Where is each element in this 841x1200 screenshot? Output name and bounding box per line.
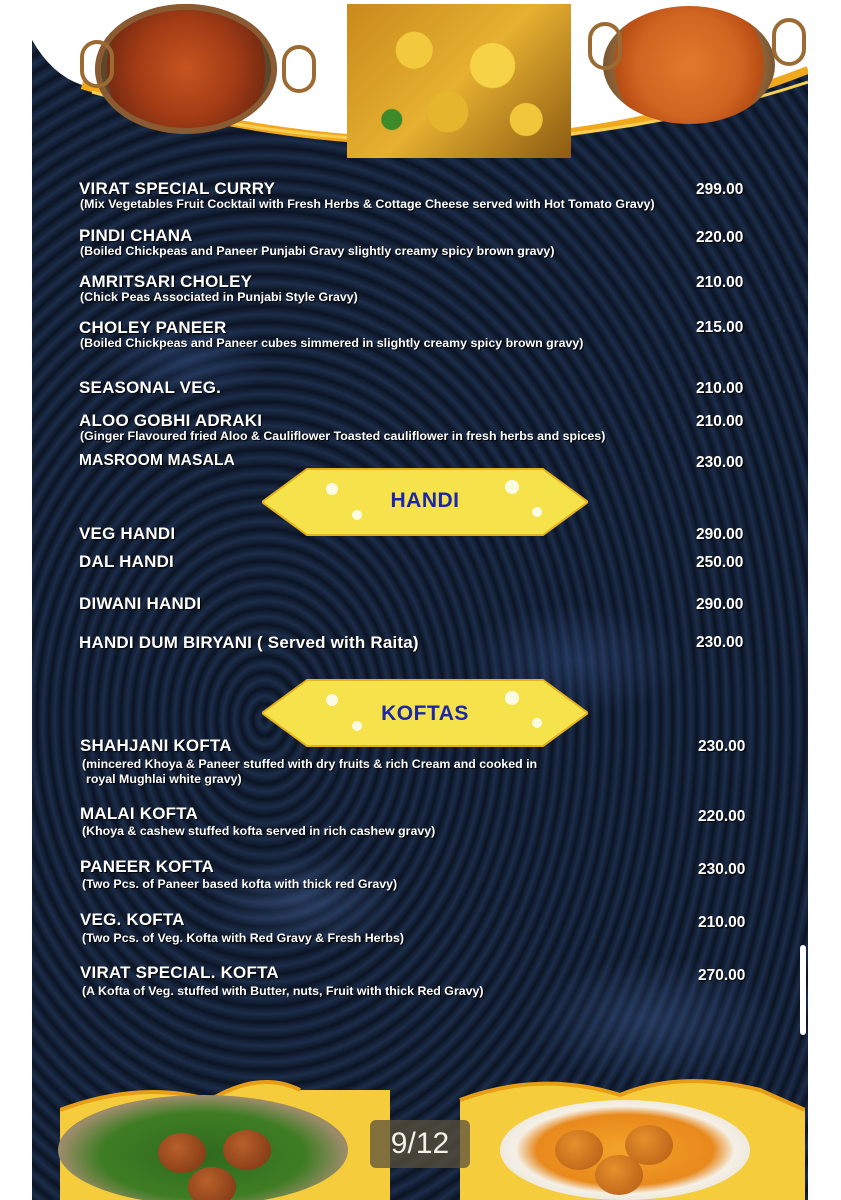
- menu-item-price: 210.00: [696, 274, 744, 291]
- menu-item-price: 290.00: [696, 526, 744, 543]
- dish-handle: [772, 18, 806, 66]
- menu-item-name: DIWANI HANDI: [79, 594, 202, 613]
- menu-item-name: SEASONAL VEG.: [79, 378, 222, 397]
- kofta-ball: [188, 1167, 236, 1200]
- menu-item-price: 230.00: [696, 634, 744, 651]
- kofta-ball: [595, 1155, 643, 1195]
- menu-item-name: MASROOM MASALA: [79, 452, 236, 469]
- menu-item-price: 210.00: [696, 413, 744, 430]
- menu-item-price: 230.00: [696, 454, 744, 471]
- section-title: KOFTAS: [381, 702, 469, 725]
- section-banner-koftas: [262, 678, 588, 748]
- food-image-palak-kofta: [58, 1095, 348, 1200]
- menu-item-description: royal Mughlai white gravy): [86, 772, 242, 786]
- kofta-ball: [158, 1133, 206, 1173]
- food-image-chana: [95, 4, 277, 134]
- dish-handle: [588, 22, 622, 70]
- menu-item-description: (Khoya & cashew stuffed kofta served in rich cashew gravy): [82, 824, 436, 838]
- dish-handle: [282, 45, 316, 93]
- menu-item-description: (A Kofta of Veg. stuffed with Butter, nuts, Fruit with thick Red Gravy): [82, 984, 484, 998]
- menu-item-price: 230.00: [698, 738, 746, 755]
- menu-item-description: (Two Pcs. of Veg. Kofta with Red Gravy & Fresh Herbs): [82, 931, 404, 945]
- menu-item-description: (Ginger Flavoured fried Aloo & Cauliflower Toasted cauliflower in fresh herbs and spices): [80, 429, 606, 443]
- menu-item-name: AMRITSARI CHOLEY: [79, 272, 253, 291]
- menu-item-price: 230.00: [698, 861, 746, 878]
- menu-item-description: (Chick Peas Associated in Punjabi Style Gravy): [80, 290, 358, 304]
- kofta-ball: [223, 1130, 271, 1170]
- food-image-malai-kofta: [500, 1100, 750, 1200]
- menu-item-name: VEG. KOFTA: [80, 910, 185, 929]
- menu-item-price: 210.00: [696, 380, 744, 397]
- menu-item-price: 215.00: [696, 319, 744, 336]
- menu-item-name: MALAI KOFTA: [80, 804, 199, 823]
- menu-item-description: (mincered Khoya & Paneer stuffed with dry fruits & rich Cream and cooked in: [82, 757, 538, 771]
- menu-item-name: HANDI DUM BIRYANI ( Served with Raita): [79, 633, 419, 652]
- section-title: HANDI: [390, 489, 460, 512]
- menu-item-name: PANEER KOFTA: [80, 857, 214, 876]
- menu-item-description: (Boiled Chickpeas and Paneer cubes simmered in slightly creamy spicy brown gravy): [80, 336, 584, 350]
- menu-item-description: (Mix Vegetables Fruit Cocktail with Fresh Herbs & Cottage Cheese served with Hot Tomato Gravy): [80, 197, 655, 211]
- menu-item-price: 250.00: [696, 554, 744, 571]
- menu-item-name: PINDI CHANA: [79, 226, 193, 245]
- menu-item-price: 220.00: [698, 808, 746, 825]
- menu-item-name: CHOLEY PANEER: [79, 318, 227, 337]
- menu-item-price: 210.00: [698, 914, 746, 931]
- scrollbar[interactable]: [800, 945, 806, 1035]
- kofta-ball: [555, 1130, 603, 1170]
- menu-item-name: SHAHJANI KOFTA: [80, 736, 232, 755]
- menu-item-price: 220.00: [696, 229, 744, 246]
- menu-item-description: (Boiled Chickpeas and Paneer Punjabi Gravy slightly creamy spicy brown gravy): [80, 244, 555, 258]
- menu-item-name: VIRAT SPECIAL CURRY: [79, 179, 276, 198]
- menu-item-price: 270.00: [698, 967, 746, 984]
- menu-item-name: ALOO GOBHI ADRAKI: [79, 411, 263, 430]
- menu-item-price: 299.00: [696, 181, 744, 198]
- menu-item-name: DAL HANDI: [79, 552, 174, 571]
- food-image-aloo-gobhi: [347, 4, 571, 158]
- menu-item-name: VEG HANDI: [79, 524, 176, 543]
- menu-item-name: VIRAT SPECIAL. KOFTA: [80, 963, 279, 982]
- dish-handle: [80, 40, 114, 88]
- menu-item-description: (Two Pcs. of Paneer based kofta with thick red Gravy): [82, 877, 398, 891]
- section-banner-handi: [262, 467, 588, 537]
- page-indicator: 9/12: [370, 1120, 470, 1168]
- food-image-paneer-curry: [603, 6, 775, 124]
- menu-item-price: 290.00: [696, 596, 744, 613]
